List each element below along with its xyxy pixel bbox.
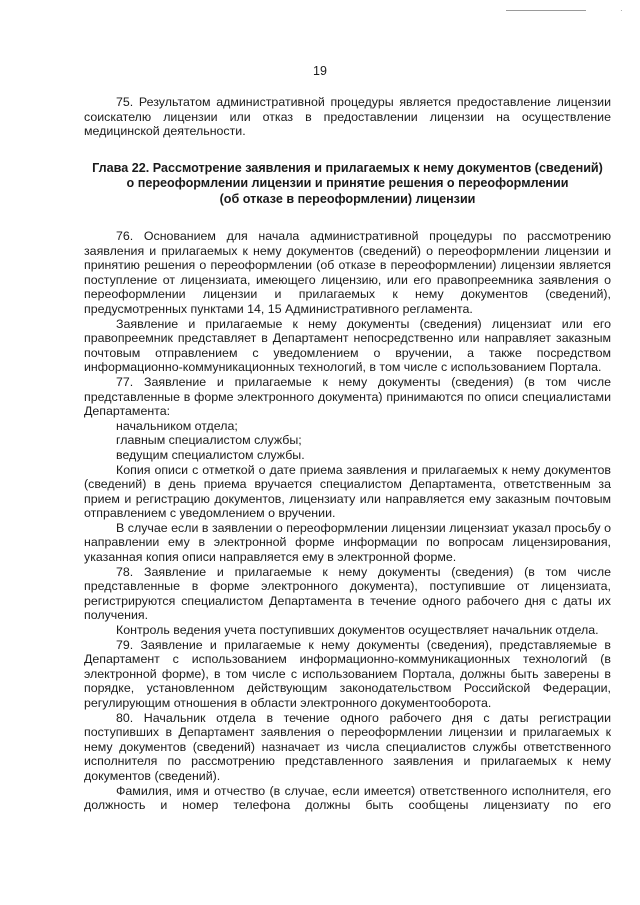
paragraph-75: 75. Результатом административной процедуры является предоставление лицензии соискателю лицензии или отказ в предоставлении лицензии на осуществление медицинской деятельности. — [84, 95, 611, 139]
paragraph-77-inventory-copy: Копия описи с отметкой о дате приема заявления и прилагаемых к нему документов (сведений) в день приема вручается специалистом Департамента, ответственным за прием и регистрацию документов, лицензиату или направляется ему заказным почтовым отправлением с уведомлением о вручении. — [84, 462, 611, 521]
list-item-head-of-department: начальником отдела; — [116, 418, 238, 433]
scan-corner-mark — [506, 6, 626, 16]
document-body — [84, 95, 611, 813]
chapter-heading-line-1: Глава 22. Рассмотрение заявления и прилагаемых к нему документов (сведений) — [92, 160, 603, 175]
list-item-leading-specialist: ведущим специалистом службы. — [116, 447, 305, 462]
scan-mark-dot: · — [620, 6, 623, 15]
paragraph-79: 79. Заявление и прилагаемые к нему документы (сведения), представляемые в Департамент с использованием информационно-коммуникационных технологий (в электронной форме), в том числе с использованием Портала, должны быть заверены в порядке, установленном действующим законодательством Российской Федерации, регулирующим отношения в области электронного документооборота. — [84, 637, 611, 710]
paragraph-80-executor: Фамилия, имя и отчество (в случае, если имеется) ответственного исполнителя, его должность и номер телефона должны быть сообщены лицензиату по его — [84, 783, 611, 813]
page-number: 19 — [313, 64, 327, 78]
paragraph-76: 76. Основанием для начала административной процедуры по рассмотрению заявления и прилагаемых к нему документов (сведений) о переоформлении лицензии и принятию решения о переоформлении (об отказе в переоформлении) лицензии является поступление от лицензиата, имеющего лицензию, или его правопреемника заявления о переоформлении лицензии и прилагаемых к нему документов (сведений), предусмотренных пунктами 14, 15 Административного регламента. — [84, 229, 611, 316]
chapter-heading-line-3: (об отказе в переоформлении) лицензии — [219, 191, 476, 206]
scan-mark-line — [506, 10, 586, 11]
chapter-heading — [84, 161, 611, 207]
paragraph-76-submission: Заявление и прилагаемые к нему документы (сведения) лицензиат или его правопреемник представляет в Департамент непосредственно или направляет заказным почтовым отправлением с уведомлением о вручении, а также посредством информационно-коммуникационных технологий, в том числе с использованием Портала. — [84, 316, 611, 375]
paragraph-77-electronic-copy: В случае если в заявлении о переоформлении лицензии лицензиат указал просьбу о направлении ему в электронной форме информации по вопросам лицензирования, указанная копия описи направляется ему в электронной форме. — [84, 520, 611, 565]
chapter-heading-line-2: о переоформлении лицензии и принятие решения о переоформлении — [126, 176, 569, 191]
paragraph-80: 80. Начальник отдела в течение одного рабочего дня с даты регистрации поступивших в Департамент заявления о переоформлении лицензии и прилагаемых к нему документов (сведений) назначает из числа специалистов службы ответственного исполнителя по рассмотрению представленного заявления и прилагаемых к нему документов (сведений). — [84, 710, 611, 783]
paragraph-77: 77. Заявление и прилагаемые к нему документы (сведения) (в том числе представленные в форме электронного документа) принимаются по описи специалистами Департамента: — [84, 374, 611, 419]
paragraph-78: 78. Заявление и прилагаемые к нему документы (сведения) (в том числе представленные в форме электронного документа), поступившие от лицензиата, регистрируются специалистом Департамента в течение одного рабочего дня с даты их получения. — [84, 564, 611, 623]
paragraph-78-control: Контроль ведения учета поступивших документов осуществляет начальник отдела. — [116, 623, 599, 638]
list-item-chief-specialist: главным специалистом службы; — [116, 433, 302, 448]
